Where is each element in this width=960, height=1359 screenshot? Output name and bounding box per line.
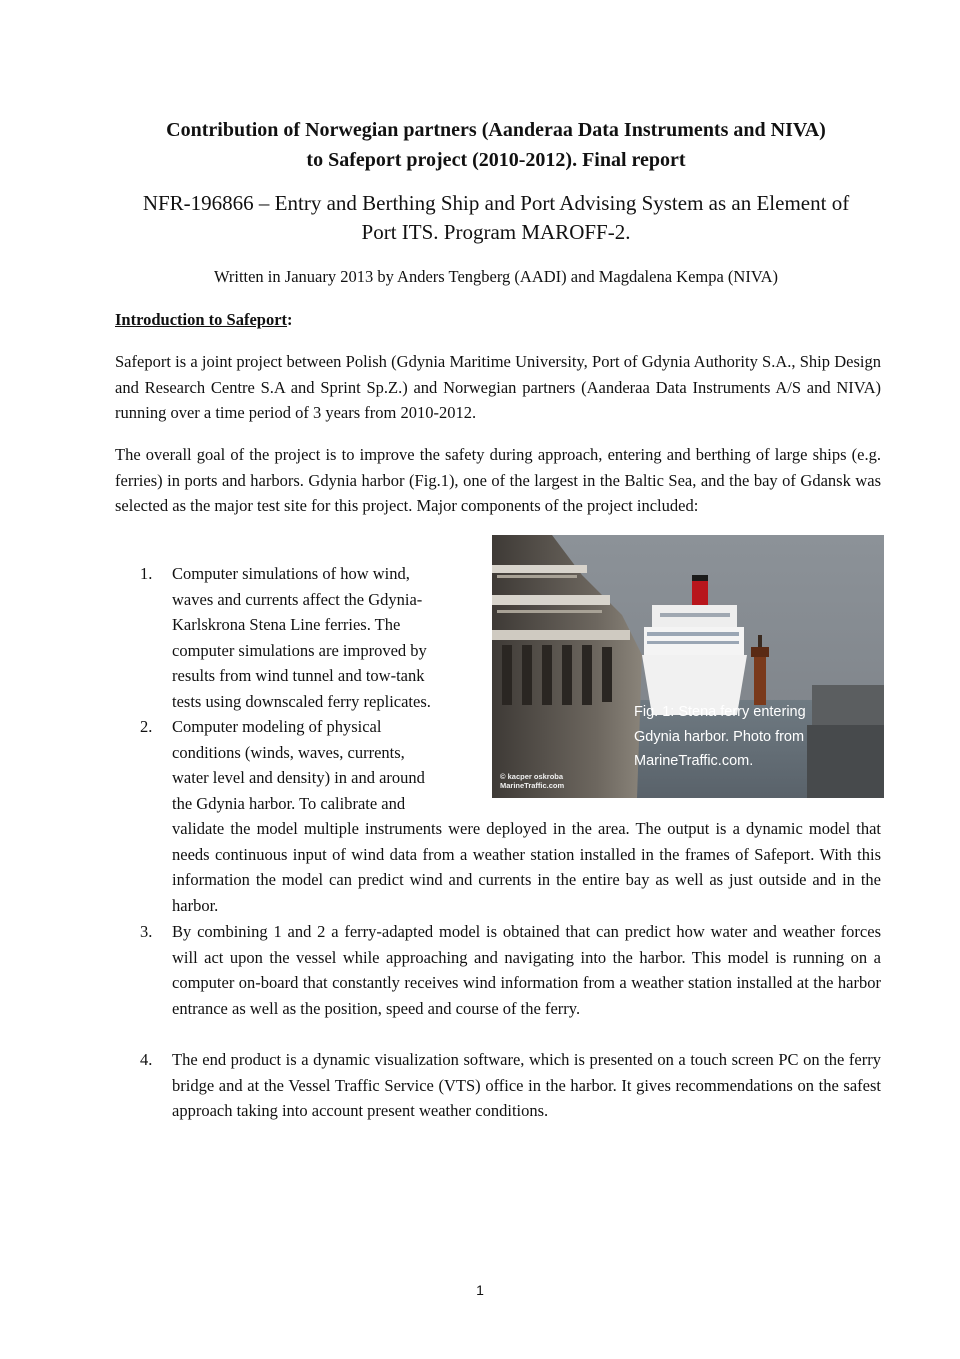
list-line: tests using downscaled ferry replicates. bbox=[172, 691, 431, 711]
list-line: conditions (winds, waves, currents, bbox=[172, 742, 405, 762]
project-subtitle bbox=[110, 189, 882, 247]
list-line: results from wind tunnel and tow-tank bbox=[172, 666, 425, 685]
caption-line-2: Gdynia harbor. Photo from bbox=[634, 728, 805, 745]
title-line-1: Contribution of Norwegian partners (Aanderaa Data Instruments and NIVA) bbox=[166, 119, 826, 141]
caption-line-3: MarineTraffic.com. bbox=[634, 753, 754, 769]
caption-line-1: Fig. 1: Stena ferry entering bbox=[634, 704, 806, 720]
list-item-text-narrow bbox=[172, 714, 477, 816]
list-item-text: The end product is a dynamic visualization software, which is presented on a touch screen PC on the ferry bridge and at the Vessel Traffic Service (VTS) office in the harbor. It gives recommendations on the safest approach taking into account present weather conditions. bbox=[172, 1050, 881, 1120]
title-line-2: to Safeport project (2010-2012). Final report bbox=[306, 149, 686, 171]
paragraph-goal: The overall goal of the project is to improve the safety during approach, entering and berthing of large ships (e.g. ferries) in ports and harbors. Gdynia harbor (Fig.1), one of the largest in the Baltic Sea, and the bay of Gdansk was selected as the major test site for this project. Major components of the project included: bbox=[115, 445, 881, 515]
list-item-text bbox=[172, 561, 477, 714]
page-number: 1 bbox=[476, 1282, 484, 1298]
list-number: 2. bbox=[140, 717, 153, 736]
authorship-line: Written in January 2013 by Anders Tengberg (AADI) and Magdalena Kempa (NIVA) bbox=[213, 267, 779, 286]
list-number: 3. bbox=[140, 922, 153, 941]
list-line: the Gdynia harbor. To calibrate and bbox=[172, 793, 406, 813]
section-heading-text: Introduction to Safeport bbox=[115, 310, 288, 329]
paragraph-intro: Safeport is a joint project between Polish (Gdynia Maritime University, Port of Gdynia Authority S.A., Ship Design and Research Centre S.A and Sprint Sp.Z.) and Norwegian partners (Aanderaa Data Instruments A/S and NIVA) running over a time period of 3 years from 2010-2012. bbox=[115, 352, 881, 422]
watermark-line-1: © kacper oskroba bbox=[500, 772, 564, 781]
subtitle-line-1: NFR-196866 – Entry and Berthing Ship and Port Advising System as an Element of bbox=[142, 191, 850, 215]
list-line: computer simulations are improved by bbox=[172, 640, 427, 660]
list-line: Karlskrona Stena Line ferries. The bbox=[172, 615, 401, 634]
list-line: Computer simulations of how wind, bbox=[172, 564, 410, 583]
list-number: 1. bbox=[140, 564, 153, 583]
list-line: waves and currents affect the Gdynia- bbox=[172, 589, 423, 609]
subtitle-line-2: Port ITS. Program MAROFF-2. bbox=[361, 220, 631, 244]
list-number: 4. bbox=[140, 1050, 153, 1069]
figure-caption bbox=[634, 700, 874, 774]
section-heading-colon: : bbox=[287, 310, 293, 329]
photo-watermark bbox=[500, 772, 564, 790]
list-item-text: By combining 1 and 2 a ferry-adapted model is obtained that can predict how water and weather forces will act upon the vessel while approaching and navigating into the harbor. This model is running on a computer on-board that constantly receives wind information from a weather station installed at the harbor entrance as well as the position, speed and course of the ferry. bbox=[172, 922, 881, 1018]
section-heading bbox=[115, 308, 293, 332]
list-line: Computer modeling of physical bbox=[172, 717, 382, 736]
list-line: water level and density) in and around bbox=[172, 768, 425, 787]
document-title bbox=[110, 115, 882, 175]
watermark-line-2: MarineTraffic.com bbox=[500, 781, 565, 790]
list-item-text-wide: validate the model multiple instruments were deployed in the area. The output is a dynamic model that needs continuous input of wind data from a weather station installed in the frames of Safeport. With this information the model can predict wind and currents in the entire bay as well as just outside and in the harbor. bbox=[172, 819, 881, 915]
